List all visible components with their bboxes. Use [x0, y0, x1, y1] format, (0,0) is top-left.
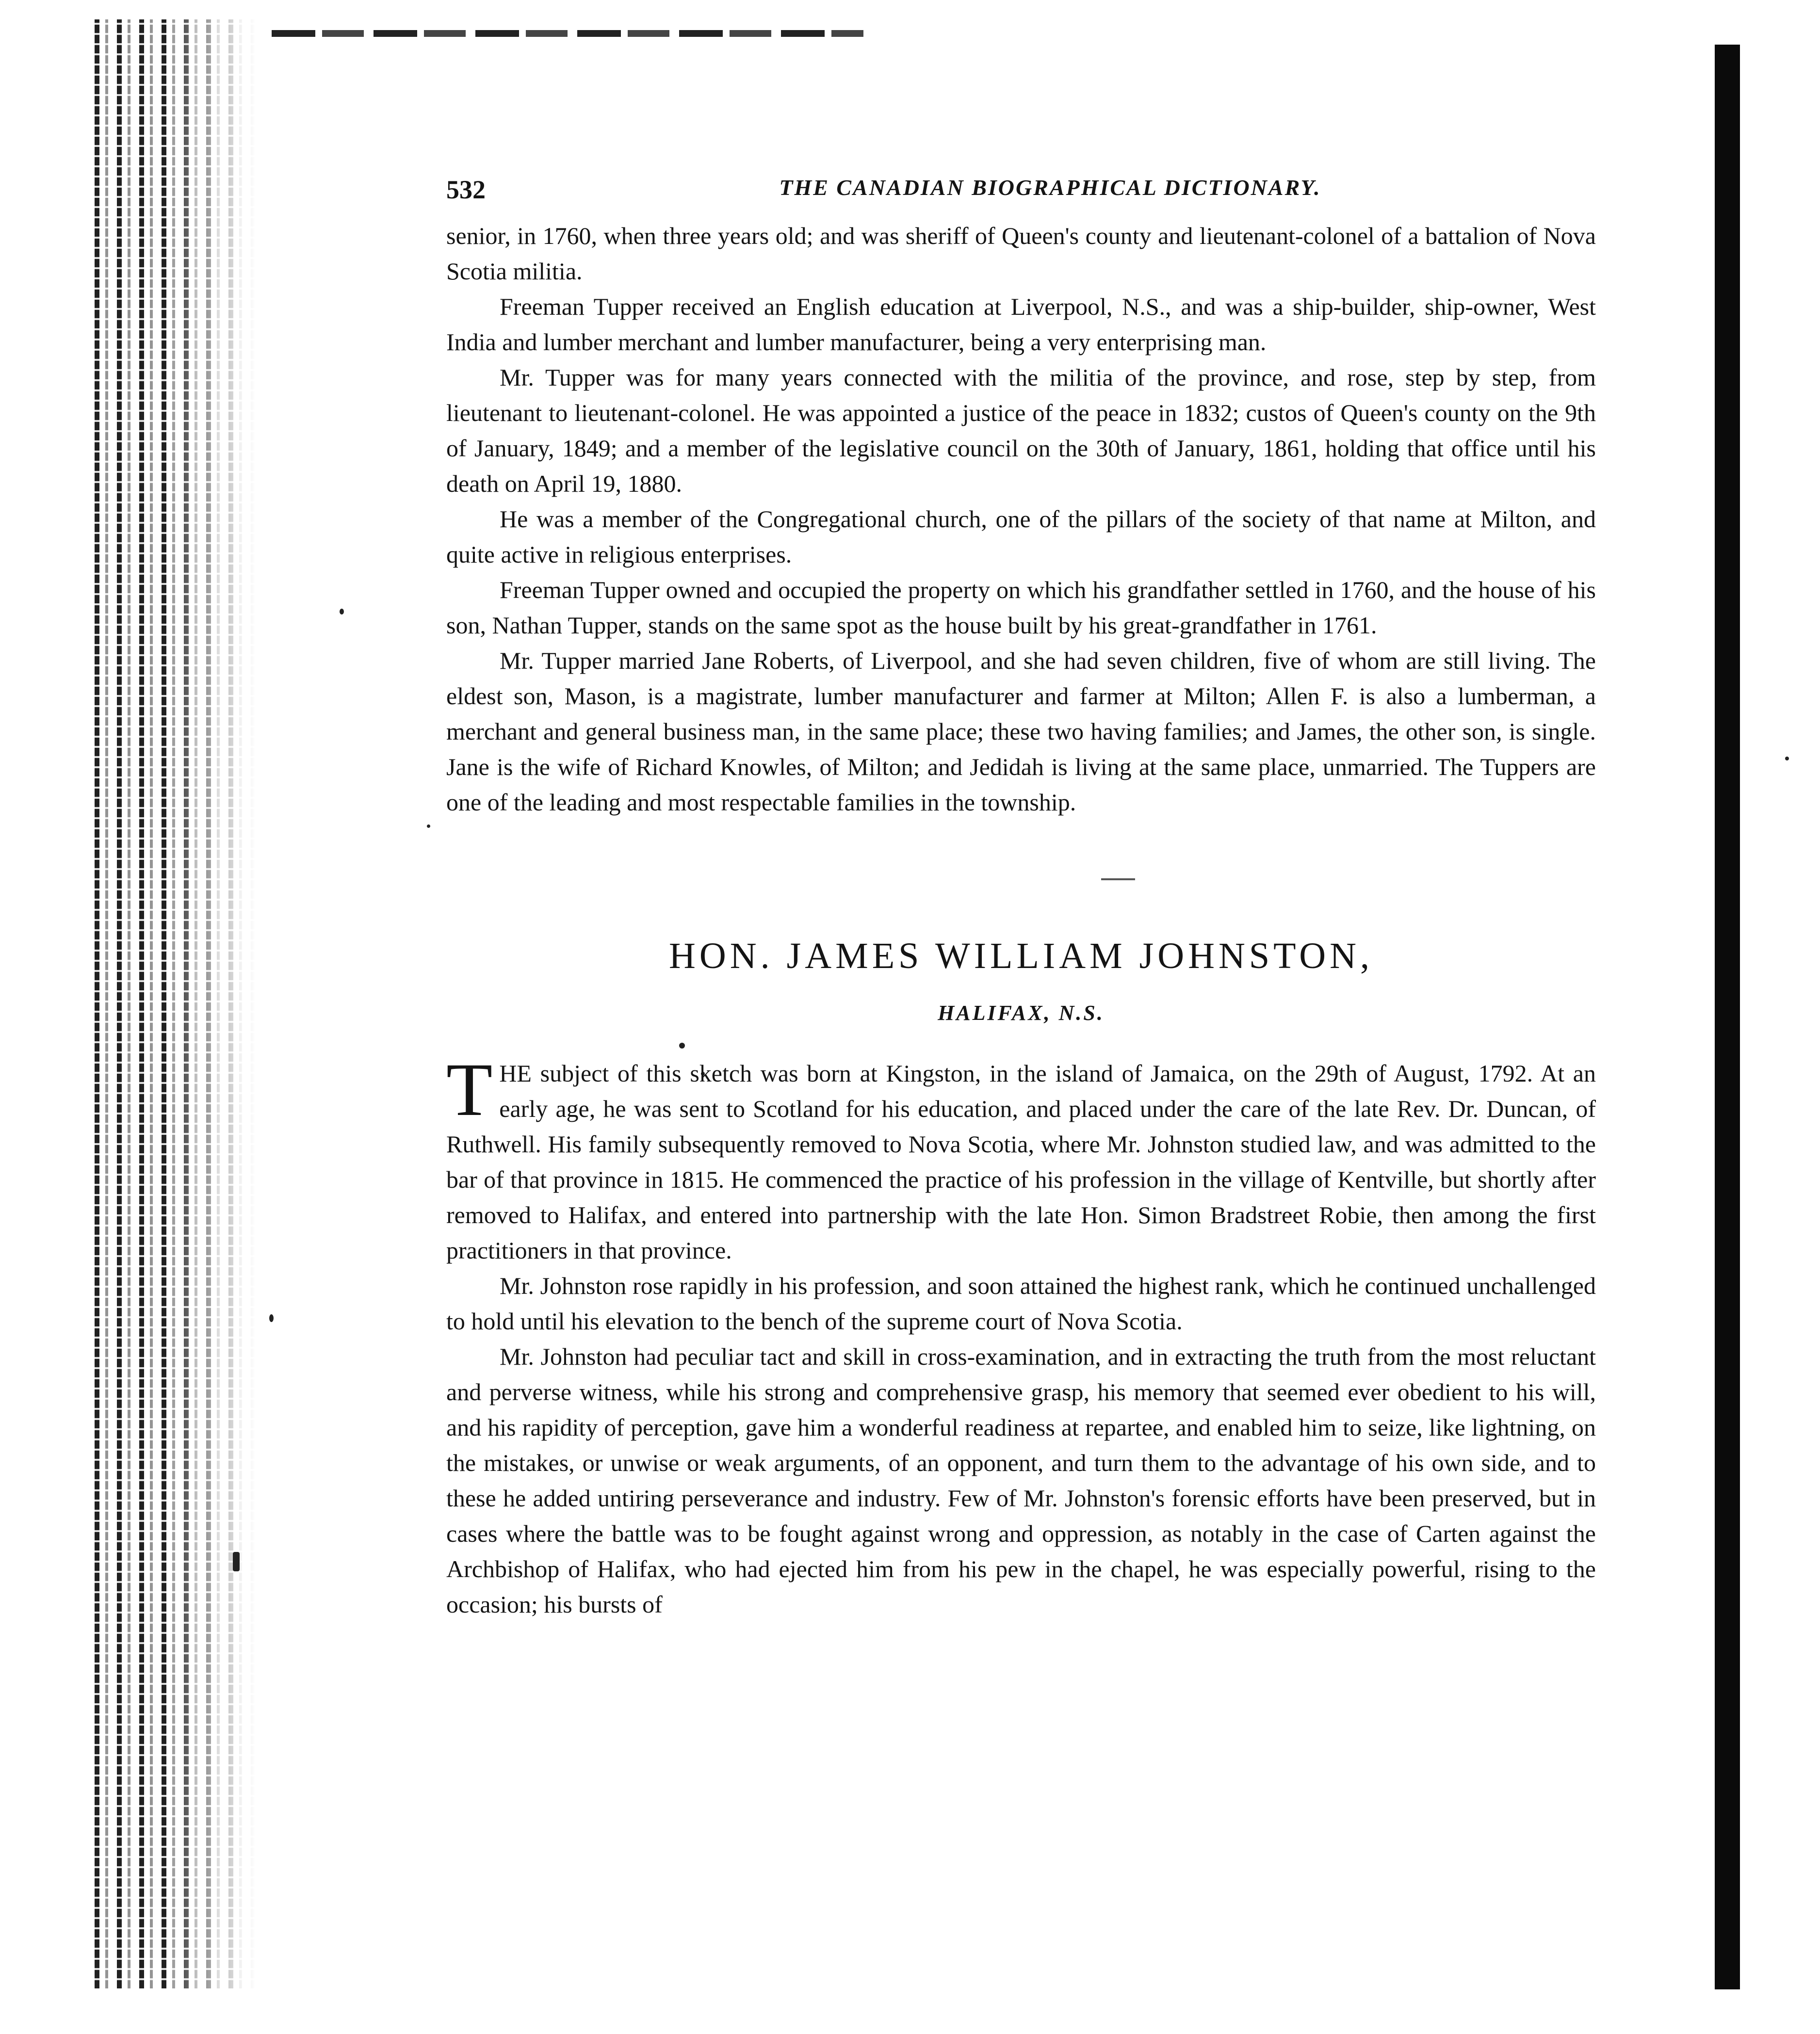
scan-right-edge-bar — [1715, 45, 1740, 1989]
page-number: 532 — [446, 175, 486, 204]
first-paragraph — [446, 1048, 1596, 1268]
book-page — [446, 175, 1596, 1622]
paragraph: senior, in 1760, when three years old; and was sheriff of Queen's county and lieutenant-colonel of a battalion of Nova Scotia militia. — [446, 222, 1596, 285]
tupper-biography — [446, 218, 1596, 820]
paragraph: Freeman Tupper owned and occupied the property on which his grandfather settled in 1760, and the house of his son, Nathan Tupper, stands on the same spot as the house built by his great-grandfather in 1761. — [446, 576, 1596, 639]
biography-heading: HON. JAMES WILLIAM JOHNSTON, — [669, 936, 1373, 976]
paragraph: Mr. Johnston had peculiar tact and skill in cross-examination, and in extracting the truth from the most reluctant and perverse witness, while his strong and comprehensive grasp, his memory that seemed ever obedient to his will, and his rapidity of perception, gave him a wonderful readiness at repartee, and enabled him to seize, like lightning, on the mistakes, or unwise or weak arguments, of an opponent, and turn them to the advantage of his own side, and to these he added untiring perseverance and industry. Few of Mr. Johnston's forensic efforts have been preserved, but in cases where the battle was to be fought against wrong and oppression, as notably in the case of Carten against the Archbishop of Halifax, who had ejected him from his pew in the chapel, he was especially powerful, rising to the occasion; his bursts of — [446, 1343, 1596, 1618]
johnston-biography — [446, 932, 1596, 1622]
section-divider — [446, 820, 1596, 932]
scan-top-edge-marks — [272, 30, 863, 37]
divider-rule — [1101, 878, 1135, 880]
scan-speck — [1785, 757, 1789, 760]
paragraph: He was a member of the Congregational church, one of the pillars of the society of that name at Milton, and quite active in religious enterprises. — [446, 505, 1596, 568]
drop-cap: T — [446, 1048, 493, 1131]
first-paragraph-text: HE subject of this sketch was born at Kingston, in the island of Jamaica, on the 29th of August, 1792. At an early age, he was sent to Scotland for his education, and placed under the care of the late Rev. Dr. Duncan, of Ruthwell. His family subsequently removed to Nova Scotia, where Mr. Johnston studied law, and was admitted to the bar of that province in 1815. He commenced the practice of his profession in the village of Kentville, but shortly after removed to Halifax, and entered into partnership with the late Hon. Simon Bradstreet Robie, then among the first practitioners in that province. — [446, 1060, 1596, 1264]
running-title: THE CANADIAN BIOGRAPHICAL DICTIONARY. — [779, 175, 1321, 200]
scan-speck — [269, 1314, 274, 1322]
paragraph: Mr. Johnston rose rapidly in his profession, and soon attained the highest rank, which he continued unchallenged to hold until his elevation to the bench of the supreme court of Nova Scotia. — [446, 1272, 1596, 1335]
scan-speck — [427, 824, 430, 828]
scan-left-edge-noise — [95, 19, 279, 1988]
paragraph: Mr. Tupper married Jane Roberts, of Liverpool, and she had seven children, five of whom are still living. The eldest son, Mason, is a magistrate, lumber manufacturer and farmer at Milton; Allen F. is also a lumberman, a merchant and general business man, in the same place; these two having families; and James, the other son, is single. Jane is the wife of Richard Knowles, of Milton; and Jedidah is living at the same place, unmarried. The Tuppers are one of the leading and most respectable families in the township. — [446, 647, 1596, 816]
biography-location: HALIFAX, N.S. — [938, 1001, 1105, 1025]
running-header — [446, 175, 1596, 218]
paragraph: Freeman Tupper received an English education at Liverpool, N.S., and was a ship-builder, ship-owner, West India and lumber merchant and lumber manufacturer, being a very enterprising man. — [446, 293, 1596, 355]
scan-speck — [233, 1552, 240, 1571]
paragraph: Mr. Tupper was for many years connected with the militia of the province, and rose, step by step, from lieutenant to lieutenant-colonel. He was appointed a justice of the peace in 1832; custos of Queen's county on the 9th of January, 1849; and a member of the legislative council on the 30th of January, 1861, holding that office until his death on April 19, 1880. — [446, 364, 1596, 497]
scan-speck — [340, 609, 344, 614]
